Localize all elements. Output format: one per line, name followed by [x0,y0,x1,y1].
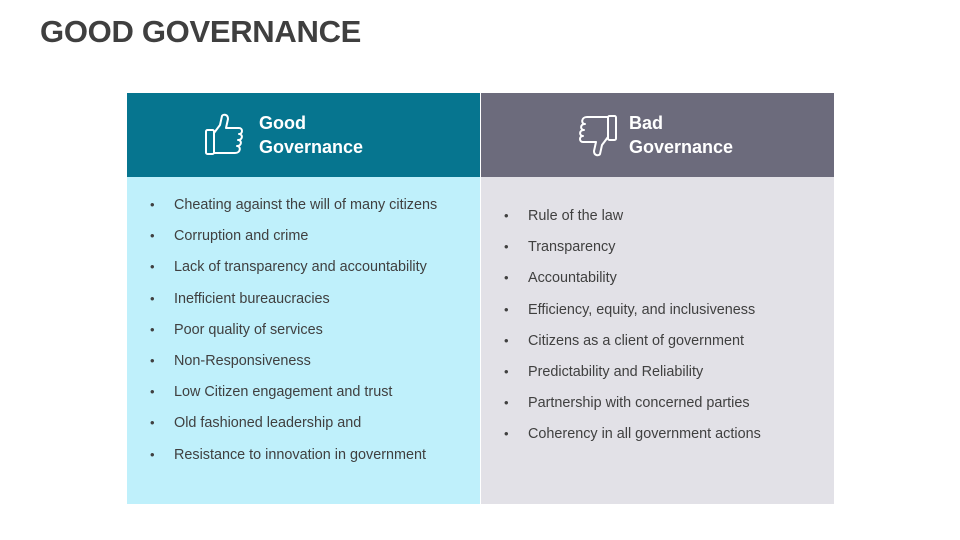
page-title: GOOD GOVERNANCE [40,14,362,49]
good-governance-body [127,177,480,504]
list-item: • Accountability [504,269,761,300]
bad-governance-header [481,93,834,177]
list-item: • Low Citizen engagement and trust [150,383,437,414]
list-item: • Inefficient bureaucracies [150,290,437,321]
list-item: • Corruption and crime [150,227,437,258]
bad-governance-list [504,207,761,457]
bad-heading-line2: Governance [629,137,734,157]
list-item: • Coherency in all government actions [504,425,761,456]
thumbs-up-icon [203,113,245,157]
good-governance-header [127,93,480,177]
list-item: • Poor quality of services [150,321,437,352]
bad-governance-heading [629,111,733,159]
list-item: • Predictability and Reliability [504,363,761,394]
good-heading-line2: Governance [259,137,364,157]
good-governance-list [150,196,437,477]
thumbs-down-icon [577,113,619,157]
list-item: • Transparency [504,238,761,269]
list-item: • Citizens as a client of government [504,332,761,363]
bad-governance-body [481,177,834,504]
list-item: • Rule of the law [504,207,761,238]
list-item: • Resistance to innovation in government [150,446,437,477]
list-item: • Partnership with concerned parties [504,394,761,425]
list-item: • Lack of transparency and accountability [150,258,437,289]
list-item: • Non-Responsiveness [150,352,437,383]
bad-governance-panel [481,93,834,504]
list-item: • Efficiency, equity, and inclusiveness [504,301,761,332]
good-governance-heading [259,111,363,159]
good-heading-line1: Good [259,113,306,133]
list-item: • Old fashioned leadership and [150,414,437,445]
good-governance-panel [127,93,480,504]
bad-heading-line1: Bad [629,113,664,133]
list-item: • Cheating against the will of many citizens [150,196,437,227]
